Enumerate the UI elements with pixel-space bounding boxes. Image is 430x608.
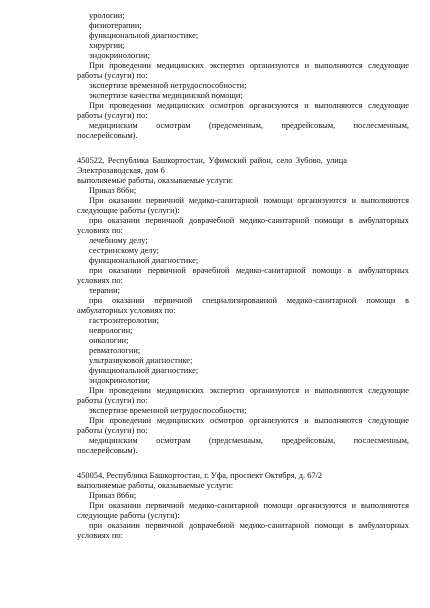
text-line: эндокринологии; [89,51,150,60]
text-line: медицинским осмотрам (предсменным, предрейсовым, послесменным, [89,436,409,445]
text-line: эндокринологии; [89,376,150,385]
text-line: условиях по: [77,226,123,235]
text-line: экспертизе временной нетрудоспособности; [89,406,247,415]
text-line: ультразвуковой диагностике; [89,356,193,365]
text-line: При оказании первичной медико-санитарной помощи организуются и выполняются [89,196,409,205]
text-line: При проведении медицинских осмотров организуются и выполняются следующие [89,416,409,425]
text-line: при оказании первичной доврачебной медико-санитарной помощи в амбулаторных [89,216,409,225]
text-line: следующие работы (услуги): [77,206,180,215]
text-line: урологии; [89,11,125,20]
text-line: выполняемые работы, оказываемые услуги: [77,481,234,490]
text-line: При оказании первичной медико-санитарной помощи организуются и выполняются [89,501,409,510]
text-line: неврологии; [89,326,133,335]
text-line: функциональной диагностике; [89,256,199,265]
text-line: сестринскому делу; [89,246,159,255]
text-line: лечебному делу; [89,236,148,245]
text-line: ревматологии; [89,346,141,355]
text-line: работы (услуги) по: [77,396,148,405]
text-line: амбулаторных условиях по: [77,306,176,315]
text-line: экспертизе временной нетрудоспособности; [89,81,247,90]
text-line: физиотерапии; [89,21,142,30]
text-line: терапии; [89,286,120,295]
text-line: При проведении медицинских осмотров организуются и выполняются следующие [89,101,409,110]
text-line: функциональной диагностике; [89,366,199,375]
text-line: медицинским осмотрам (предсменным, предрейсовым, послесменным, [89,121,409,130]
text-line: при оказании первичной доврачебной медико-санитарной помощи в амбулаторных [89,521,409,530]
text-line: хирургии; [89,41,125,50]
address-heading: Электрозаводская, дом 6 [77,166,165,175]
text-line: послерейсовым). [77,131,138,140]
address-heading: 450522, Республика Башкортостан, Уфимский район, село Зубово, улица [77,156,347,165]
text-line: При проведении медицинских экспертиз организуются и выполняются следующие [89,61,409,70]
text-line: Приказ 866н; [89,491,137,500]
text-line: при оказании первичной специализированной медико-санитарной помощи в [89,296,409,305]
text-line: при оказании первичной врачебной медико-санитарной помощи в амбулаторных [89,266,409,275]
text-line: При проведении медицинских экспертиз организуются и выполняются следующие [89,386,409,395]
text-line: условиях по: [77,276,123,285]
text-line: условиях по: [77,531,123,540]
address-heading: 450054, Республика Башкортостан, г. Уфа, проспект Октября, д. 67/2 [77,471,323,480]
text-line: следующие работы (услуги): [77,511,180,520]
text-line: функциональной диагностике; [89,31,199,40]
text-line: онкологии; [89,336,129,345]
text-line: работы (услуги) по: [77,71,148,80]
text-line: выполняемые работы, оказываемые услуги: [77,176,234,185]
text-line: экспертизе качества медицинской помощи; [89,91,243,100]
text-line: Приказ 866н; [89,186,137,195]
text-line: гастроэнтерологии; [89,316,159,325]
text-line: послерейсовым). [77,446,138,455]
text-line: работы (услуги) по: [77,111,148,120]
text-line: работы (услуги) по: [77,426,148,435]
